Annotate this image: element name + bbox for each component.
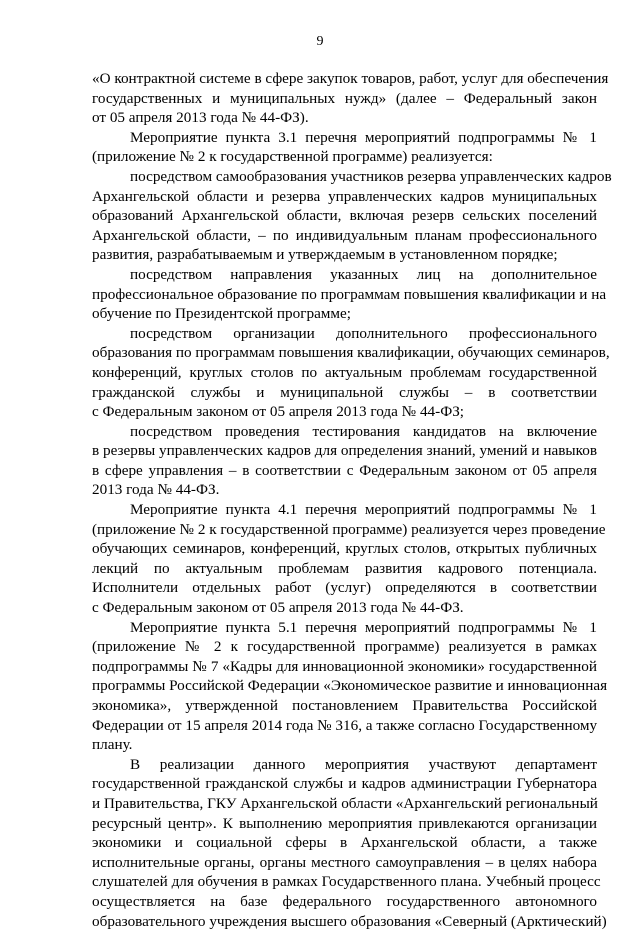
page-number: 9: [316, 34, 324, 49]
text-line: В реализации данного мероприятия участвуют департамент: [130, 755, 597, 773]
text-line: государственных и муниципальных нужд» (далее – Федеральный закон: [92, 89, 597, 107]
text-line: Мероприятие пункта 5.1 перечня мероприятий подпрограммы № 1: [130, 618, 597, 636]
text-line: Федерации от 15 апреля 2014 года № 316, а также согласно Государственному: [92, 716, 598, 734]
text-line: (приложение № 2 к государственной программе) реализуется:: [92, 148, 493, 166]
text-line: Мероприятие пункта 4.1 перечня мероприятий подпрограммы № 1: [130, 501, 597, 519]
text-line: посредством организации дополнительного профессионального: [130, 324, 597, 342]
text-line: Архангельской области, – по индивидуальным планам профессионального: [92, 226, 597, 244]
text-line: 2013 года № 44-ФЗ.: [92, 481, 220, 499]
text-line: плану.: [92, 736, 133, 754]
text-line: подпрограммы № 7 «Кадры для инновационной экономики» государственной: [92, 657, 597, 675]
text-line: обучение по Президентской программе;: [92, 305, 351, 323]
text-line: государственной гражданской службы и кадров администрации Губернатора: [92, 775, 597, 793]
text-line: лекций по актуальным проблемам развития кадрового потенциала.: [92, 559, 597, 577]
text-line: экономика», утвержденной постановлением Правительства Российской: [92, 697, 597, 714]
text-line: обучающих семинаров, конференций, круглых столов, открытых публичных: [92, 540, 597, 558]
text-line: слушателей для обучения в рамках Государственного плана. Учебный процесс: [92, 873, 601, 891]
text-line: экономики и социальной сферы в Архангельской области, а также: [92, 834, 597, 852]
text-line: посредством проведения тестирования кандидатов на включение: [130, 422, 597, 440]
text-line: (приложение № 2 к государственной программе) реализуется в рамках: [92, 638, 597, 656]
text-line: образований Архангельской области, включая резерв сельских поселений: [92, 207, 597, 225]
text-line: исполнительные органы, органы местного самоуправления – в целях набора: [92, 853, 597, 871]
text-line: от 05 апреля 2013 года № 44-ФЗ).: [92, 109, 309, 127]
text-line: ресурсный центр». К выполнению мероприятия привлекаются организации: [92, 814, 597, 832]
text-line: (приложение № 2 к государственной программе) реализуется через проведение: [92, 520, 606, 538]
text-line: конференций, круглых столов по актуальным проблемам государственной: [92, 363, 597, 381]
text-line: в резервы управленческих кадров для определения знаний, умений и навыков: [92, 442, 597, 460]
text-line: Мероприятие пункта 3.1 перечня мероприятий подпрограммы № 1: [130, 128, 597, 146]
text-line: в сфере управления – в соответствии с Федеральным законом от 05 апреля: [92, 461, 597, 479]
text-line: образовательного учреждения высшего образования «Северный (Арктический): [92, 912, 607, 930]
text-line: развития, разрабатываемым и утверждаемым в установленном порядке;: [92, 246, 558, 264]
text-line: профессиональное образование по программам повышения квалификации и на: [92, 285, 607, 303]
text-line: образования по программам повышения квалификации, обучающих семинаров,: [92, 344, 610, 362]
text-line: посредством самообразования участников резерва управленческих кадров: [130, 167, 612, 185]
text-line: с Федеральным законом от 05 апреля 2013 года № 44-ФЗ;: [92, 403, 465, 421]
body-text: [92, 69, 612, 931]
text-line: с Федеральным законом от 05 апреля 2013 года № 44-ФЗ.: [92, 599, 464, 617]
text-line: «О контрактной системе в сфере закупок товаров, работ, услуг для обеспечения: [92, 70, 609, 87]
text-line: программы Российской Федерации «Экономическое развитие и инновационная: [92, 677, 608, 695]
text-line: и Правительства, ГКУ Архангельской области «Архангельский региональный: [92, 794, 598, 812]
text-line: осуществляется на базе федерального государственного автономного: [92, 892, 597, 910]
text-line: Исполнители отдельных работ (услуг) определяются в соответствии: [92, 579, 597, 597]
text-line: гражданской службы и муниципальной службы – в соответствии: [92, 383, 597, 401]
text-line: посредством направления указанных лиц на дополнительное: [130, 265, 597, 283]
text-line: Архангельской области и резерва управленческих кадров муниципальных: [92, 187, 597, 205]
